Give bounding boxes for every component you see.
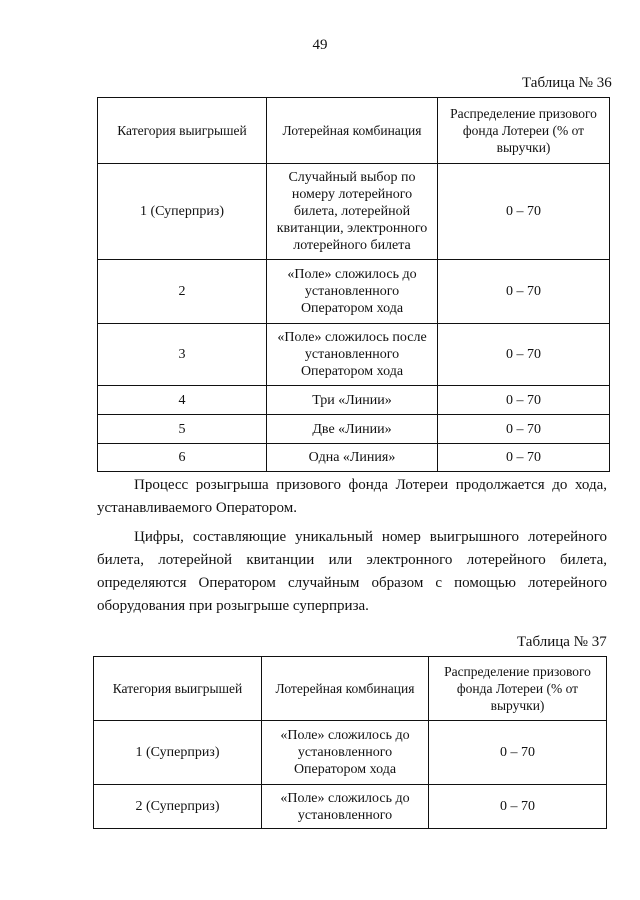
table-36 — [97, 97, 610, 472]
table-row — [94, 785, 607, 829]
table-row — [98, 260, 610, 324]
cell-combination: Две «Линии» — [267, 415, 438, 444]
cell-category: 5 — [98, 415, 267, 444]
header-combination: Лотерейная комбинация — [262, 657, 429, 721]
paragraph-digits: Цифры, составляющие уникальный номер выигрышного лотерейного билета, лотерейной квитанции или электронного лотерейного билета, определяются Оператором случайным образом с помощью лотерейного оборудования при розыгрыше суперприза. — [97, 529, 607, 614]
cell-category: 6 — [98, 444, 267, 472]
cell-distribution: 0 – 70 — [438, 386, 610, 415]
header-combination: Лотерейная комбинация — [267, 98, 438, 164]
cell-distribution: 0 – 70 — [438, 260, 610, 324]
cell-combination: «Поле» сложилось после установленного Оператором хода — [267, 324, 438, 386]
cell-distribution: 0 – 70 — [429, 785, 607, 829]
cell-combination: «Поле» сложилось до установленного Оператором хода — [262, 721, 429, 785]
table-row — [98, 164, 610, 260]
table-row — [98, 444, 610, 472]
cell-combination: Три «Линии» — [267, 386, 438, 415]
cell-distribution: 0 – 70 — [438, 415, 610, 444]
cell-distribution: 0 – 70 — [429, 721, 607, 785]
cell-category: 2 (Суперприз) — [94, 785, 262, 829]
table-header-row — [98, 98, 610, 164]
table-header-row — [94, 657, 607, 721]
cell-combination: «Поле» сложилось до установленного — [262, 785, 429, 829]
cell-combination: Случайный выбор по номеру лотерейного билета, лотерейной квитанции, электронного лотерейного билета — [267, 164, 438, 260]
page-number: 49 — [312, 37, 328, 53]
cell-distribution: 0 – 70 — [438, 324, 610, 386]
cell-category: 1 (Суперприз) — [94, 721, 262, 785]
table-row — [94, 721, 607, 785]
cell-category: 4 — [98, 386, 267, 415]
table-row — [98, 324, 610, 386]
cell-combination: Одна «Линия» — [267, 444, 438, 472]
header-category: Категория выигрышей — [94, 657, 262, 721]
header-distribution: Распределение призового фонда Лотереи (% от выручки) — [429, 657, 607, 721]
paragraph-process: Процесс розыгрыша призового фонда Лотереи продолжается до хода, устанавливаемого Оператором. — [97, 477, 607, 516]
cell-distribution: 0 – 70 — [438, 164, 610, 260]
cell-category: 2 — [98, 260, 267, 324]
table-36-caption: Таблица № 36 — [522, 75, 612, 91]
table-row — [98, 415, 610, 444]
table-37 — [93, 656, 607, 829]
cell-category: 3 — [98, 324, 267, 386]
header-distribution: Распределение призового фонда Лотереи (% от выручки) — [438, 98, 610, 164]
cell-combination: «Поле» сложилось до установленного Оператором хода — [267, 260, 438, 324]
table-row — [98, 386, 610, 415]
cell-distribution: 0 – 70 — [438, 444, 610, 472]
table-37-caption: Таблица № 37 — [517, 634, 607, 650]
header-category: Категория выигрышей — [98, 98, 267, 164]
cell-category: 1 (Суперприз) — [98, 164, 267, 260]
